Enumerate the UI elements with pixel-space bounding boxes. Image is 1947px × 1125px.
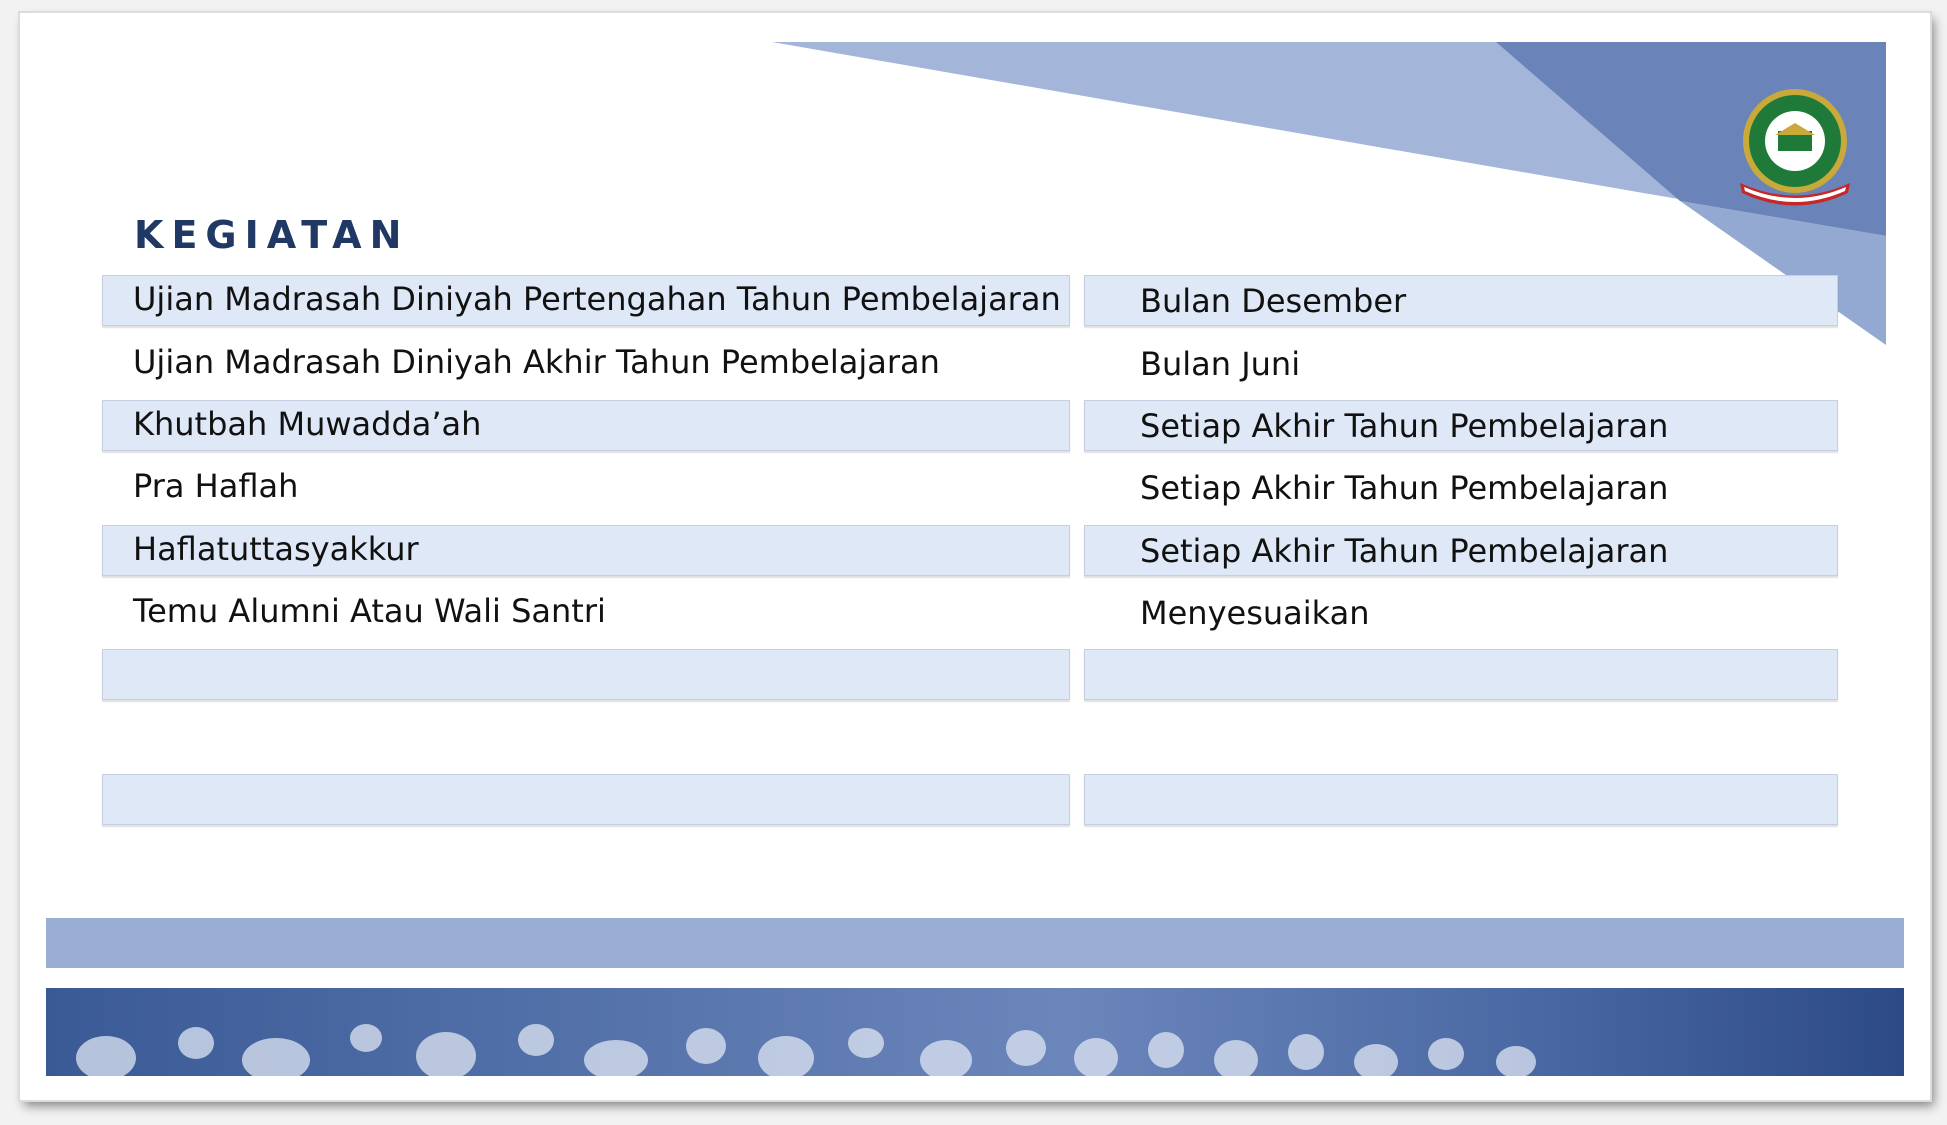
activity-schedule: Bulan Juni	[1140, 345, 1301, 383]
activity-schedule: Menyesuaikan	[1140, 594, 1370, 632]
row-7-name-box	[102, 649, 1070, 700]
activity-schedule: Setiap Akhir Tahun Pembelajaran	[1140, 407, 1669, 445]
section-title: KEGIATAN	[134, 213, 410, 257]
pesantren-emblem-icon	[1730, 83, 1860, 213]
activity-name: Khutbah Muwadda’ah	[133, 405, 482, 443]
activity-schedule: Bulan Desember	[1140, 282, 1407, 320]
students-photo-art	[46, 988, 1904, 1076]
footer-band	[46, 918, 1904, 968]
activity-name: Ujian Madrasah Diniyah Akhir Tahun Pembelajaran	[133, 343, 940, 381]
slide	[20, 13, 1930, 1100]
activity-name: Haflatuttasyakkur	[133, 530, 419, 568]
students-photo	[46, 988, 1904, 1076]
row-9-schedule-box	[1084, 774, 1838, 825]
activity-name: Ujian Madrasah Diniyah Pertengahan Tahun Pembelajaran	[133, 280, 1061, 318]
row-7-schedule-box	[1084, 649, 1838, 700]
activity-schedule: Setiap Akhir Tahun Pembelajaran	[1140, 469, 1669, 507]
activity-name: Pra Haflah	[133, 467, 299, 505]
activity-schedule: Setiap Akhir Tahun Pembelajaran	[1140, 532, 1669, 570]
row-9-name-box	[102, 774, 1070, 825]
activity-name: Temu Alumni Atau Wali Santri	[133, 592, 606, 630]
